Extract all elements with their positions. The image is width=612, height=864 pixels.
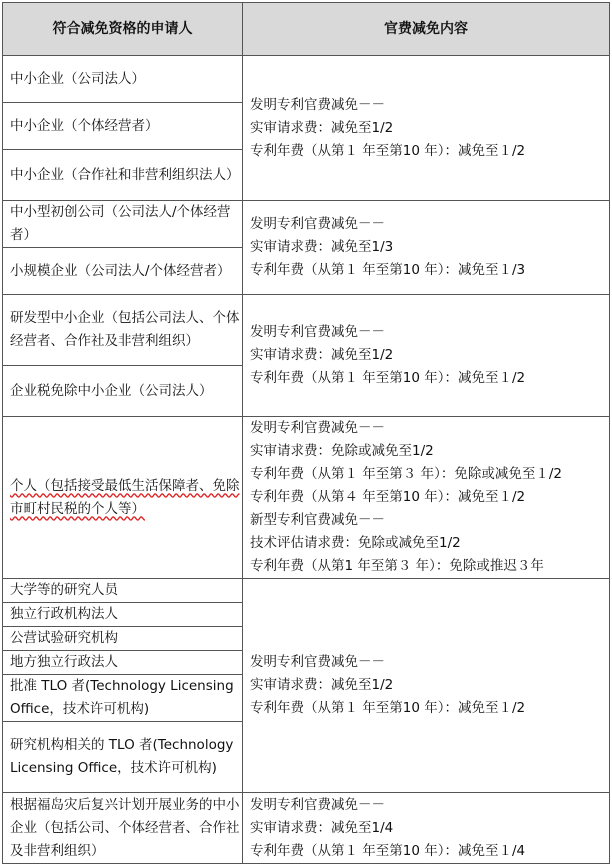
content-line: 发明专利官费减免－－: [250, 324, 385, 340]
content-line: 专利年费（从第１ 年至第10 年）：减免至１/2: [250, 370, 526, 386]
table-row: [3, 295, 610, 366]
table-row: [3, 579, 610, 603]
content-line: 发明专利官费减免－－: [250, 420, 385, 436]
applicant-cell: 地方独立行政法人: [3, 651, 243, 675]
content-line: 发明专利官费减免－－: [250, 96, 385, 113]
content-cell: [243, 56, 610, 201]
content-cell: [243, 295, 610, 417]
table-row: [3, 417, 610, 579]
applicant-cell: 批准 TLO 者(Technology Licensing Office，技术许可机构): [3, 675, 243, 722]
content-cell: [243, 417, 610, 579]
content-line: 专利年费（从第１ 年至第３ 年）：免除或减免至１/2: [250, 466, 562, 482]
content-line: 新型专利官费减免－－: [250, 512, 385, 528]
content-cell: [243, 793, 610, 864]
applicant-cell: 公营试验研究机构: [3, 627, 243, 651]
header-content: 官费减免内容: [243, 3, 610, 56]
content-line: 专利年费（从第1 年至第３ 年）：免除或推迟３年: [250, 558, 544, 574]
applicant-cell: 小规模企业（公司法人/个体经营者）: [3, 248, 243, 295]
content-line: 实审请求费：减免至1/2: [250, 119, 394, 136]
applicant-cell: 大学等的研究人员: [3, 579, 243, 603]
applicant-cell: [3, 417, 243, 579]
applicant-cell: 独立行政机构法人: [3, 603, 243, 627]
content-line: 实审请求费：减免至1/2: [250, 677, 394, 693]
content-line: 发明专利官费减免－－: [250, 796, 385, 813]
fee-reduction-table: [2, 2, 610, 864]
content-line: 专利年费（从第１ 年至第10 年）：减免至１/2: [250, 700, 526, 716]
header-applicant: 符合减免资格的申请人: [3, 3, 243, 56]
table-row: [3, 56, 610, 103]
content-line: 发明专利官费减免－－: [250, 654, 385, 670]
content-line: 发明专利官费减免－－: [250, 216, 385, 232]
content-line: 专利年费（从第１ 年至第10 年）：减免至１/3: [250, 262, 526, 278]
applicant-text: 个人（包括接受最低生活保障者、免除市町村民税的个人等）: [10, 477, 240, 517]
content-line: 专利年费（从第１ 年至第10 年）：减免至１/4: [250, 842, 526, 859]
content-line: 实审请求费：减免至1/3: [250, 239, 394, 255]
applicant-cell: 中小企业（个体经营者）: [3, 103, 243, 150]
table-header-row: [3, 3, 610, 56]
content-cell: [243, 201, 610, 295]
applicant-cell: 根据福岛灾后复兴计划开展业务的中小企业（包括公司、个体经营者、合作社及非营利组织）: [3, 793, 243, 864]
table-row: [3, 201, 610, 248]
applicant-cell: 研发型中小企业（包括公司法人、个体经营者、合作社及非营利组织）: [3, 295, 243, 366]
content-line: 实审请求费：免除或减免至1/2: [250, 443, 434, 459]
content-line: 专利年费（从第１ 年至第10 年）：减免至１/2: [250, 142, 526, 159]
content-cell: [243, 579, 610, 793]
content-line: 技术评估请求费：免除或减免至1/2: [250, 535, 461, 551]
applicant-cell: 中小企业（合作社和非营利组织法人）: [3, 150, 243, 201]
applicant-cell: 企业税免除中小企业（公司法人）: [3, 366, 243, 417]
applicant-cell: 中小型初创公司（公司法人/个体经营者）: [3, 201, 243, 248]
content-line: 实审请求费：减免至1/2: [250, 347, 394, 363]
applicant-cell: 中小企业（公司法人）: [3, 56, 243, 103]
content-line: 实审请求费：减免至1/4: [250, 819, 394, 836]
table-row: [3, 793, 610, 864]
content-line: 专利年费（从第４ 年至第10 年）：减免至１/2: [250, 489, 526, 505]
applicant-cell: 研究机构相关的 TLO 者(Technology Licensing Office，技术许可机构): [3, 722, 243, 793]
